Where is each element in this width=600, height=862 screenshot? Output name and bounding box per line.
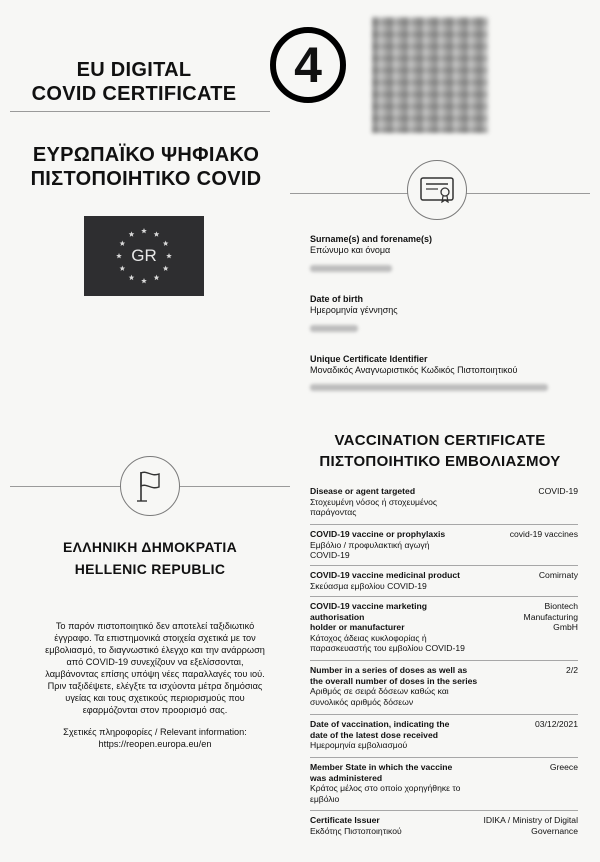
row-text-line: συνολικός αριθμός δόσεων (310, 696, 414, 707)
row-text-line: COVID-19 (538, 486, 578, 496)
uci-value-redacted (310, 384, 548, 391)
holder-uci-field (310, 354, 580, 376)
notice-line: υγείας και τους σχετικούς περιορισμούς που (65, 693, 245, 703)
row-label (310, 815, 485, 836)
qr-code-icon (372, 17, 488, 133)
circled-number-icon (270, 27, 346, 103)
row-text-line: COVID-19 vaccine medicinal product (310, 570, 460, 580)
row-text-line: date of the latest dose received (310, 729, 438, 740)
row-divider (310, 524, 578, 525)
title-gr-line2: ΠΙΣΤΟΠΟΙΗΤΙΚΟ COVID (30, 168, 262, 190)
title-en-line2: COVID CERTIFICATE (31, 83, 237, 105)
row-text-line: Κάτοχος άδειας κυκλοφορίας ή (310, 632, 427, 643)
row-label (310, 665, 485, 707)
flag-icon (135, 469, 165, 503)
notice-line: λαμβάνοντας επίσης υπόψη νέες παραλλαγές του ιού. (45, 669, 265, 679)
row-text-line: was administered (310, 772, 383, 783)
row-label (310, 486, 485, 518)
vaccination-title-gr: ΠΙΣΤΟΠΟΙΗΤΙΚΟ ΕΜΒΟΛΙΑΣΜΟΥ (319, 453, 561, 470)
row-text-line: COVID-19 vaccine or prophylaxis (310, 529, 446, 539)
row-divider (310, 810, 578, 811)
row-text-line: the overall number of doses in the series (310, 675, 478, 686)
notice-line: Πριν ταξιδέψετε, ελέγξτε τα ισχύοντα μέτρα δημόσιας (47, 681, 263, 691)
republic-en: HELLENIC REPUBLIC (74, 561, 226, 577)
row-text-line: authorisation (310, 611, 365, 622)
title-en-line1: EU DIGITAL (76, 59, 192, 81)
notice-line: έγγραφο. Τα επιστημονικά στοιχεία σχετικά με τον (54, 633, 256, 643)
title-gr (20, 143, 272, 191)
row-text-line: Σκεύασμα εμβολίου COVID-19 (310, 580, 427, 591)
row-label (310, 719, 485, 751)
row-text-line: Member State in which the vaccine (310, 762, 453, 772)
row-divider (310, 660, 578, 661)
row-text-line: Comirnaty (538, 570, 578, 580)
row-value (468, 529, 578, 540)
notice-line: Το παρόν πιστοποιητικό δεν αποτελεί ταξιδιωτικό (55, 621, 255, 631)
eu-flag (84, 216, 204, 296)
row-text-line: παρασκευαστής του εμβολίου COVID-19 (310, 643, 465, 653)
vaccination-title (290, 430, 590, 472)
row-divider (310, 565, 578, 566)
row-text-line: Greece (549, 762, 578, 772)
row-text-line: Κράτος μέλος στο οποίο χορηγήθηκε το (310, 783, 461, 793)
row-label (310, 601, 485, 654)
row-text-line: Ημερομηνία εμβολιασμού (310, 740, 408, 750)
holder-dob-field (310, 294, 580, 316)
row-text-line: 03/12/2021 (534, 719, 578, 729)
name-label: Surname(s) and forename(s) (310, 234, 433, 244)
notice-line: εμβολιασμό, το διαγνωστικό έλεγχο και την ανάρρωση (45, 645, 265, 655)
holder-name-field (310, 234, 580, 256)
row-value (468, 601, 578, 633)
row-value (468, 719, 578, 730)
flag-icon-circle (120, 456, 180, 516)
row-divider (310, 714, 578, 715)
row-label (310, 570, 485, 591)
row-text-line: Certificate Issuer (310, 815, 380, 825)
row-text-line: COVID-19 vaccine marketing (310, 601, 428, 611)
notice-line: από COVID-19 συνεχίζουν να εξελίσσονται, (66, 657, 244, 667)
row-value (468, 486, 578, 497)
title-en (20, 58, 248, 106)
uci-label-gr: Μοναδικός Αναγνωριστικός Κωδικός Πιστοποιητικού (310, 365, 518, 375)
info-label: Σχετικές πληροφορίες / Relevant information: (63, 727, 247, 737)
republic-gr: ΕΛΛΗΝΙΚΗ ΔΗΜΟΚΡΑΤΙΑ (62, 539, 238, 555)
row-text-line: IDIKA / Ministry of Digital (483, 815, 578, 825)
name-label-gr: Επώνυμο και όνομα (310, 245, 391, 255)
row-text-line: Manufacturing (523, 611, 578, 622)
row-text-line: παράγοντας (310, 507, 357, 517)
title-underline (10, 111, 270, 112)
row-label (310, 762, 485, 804)
travel-notice (10, 620, 300, 750)
name-value-redacted (310, 265, 392, 272)
row-divider (310, 596, 578, 597)
row-text-line: Governance (531, 825, 578, 836)
uci-label: Unique Certificate Identifier (310, 354, 428, 364)
republic-name (10, 536, 290, 580)
row-text-line: Disease or agent targeted (310, 486, 416, 496)
row-text-line: Εκδότης Πιστοποιητικού (310, 825, 402, 836)
row-text-line: Date of vaccination, indicating the (310, 719, 450, 729)
row-text-line: Number in a series of doses as well as (310, 665, 468, 675)
row-text-line: Αριθμός σε σειρά δόσεων καθώς και (310, 686, 449, 696)
notice-line: εφαρμόζονται στον προορισμό σας. (82, 705, 228, 715)
info-url[interactable]: https://reopen.europa.eu/en (98, 739, 212, 749)
dob-label: Date of birth (310, 294, 363, 304)
certificate-icon (420, 177, 454, 203)
row-text-line: Εμβόλιο / προφυλακτική αγωγή (310, 539, 430, 550)
title-gr-line1: ΕΥΡΩΠΑΪΚΟ ΨΗΦΙΑΚΟ (32, 144, 260, 166)
row-text-line: COVID-19 (310, 550, 350, 560)
row-text-line: GmbH (553, 622, 578, 632)
row-value (468, 815, 578, 836)
certificate-icon-circle (407, 160, 467, 220)
row-text-line: Biontech (544, 601, 578, 611)
row-text-line: covid-19 vaccines (509, 529, 578, 539)
row-value (468, 762, 578, 773)
row-divider (310, 757, 578, 758)
row-text-line: 2/2 (566, 665, 578, 675)
badge-number: 4 (294, 37, 322, 93)
row-text-line: holder or manufacturer (310, 622, 405, 632)
vaccination-title-en: VACCINATION CERTIFICATE (334, 432, 546, 449)
dob-value-redacted (310, 325, 358, 332)
row-text-line: εμβόλιο (310, 793, 340, 804)
row-text-line: Στοχευμένη νόσος ή στοχευμένος (310, 496, 438, 507)
dob-label-gr: Ημερομηνία γέννησης (310, 305, 398, 315)
row-label (310, 529, 485, 561)
row-value (468, 665, 578, 676)
row-value (468, 570, 578, 581)
flag-country-code: GR (131, 246, 157, 265)
